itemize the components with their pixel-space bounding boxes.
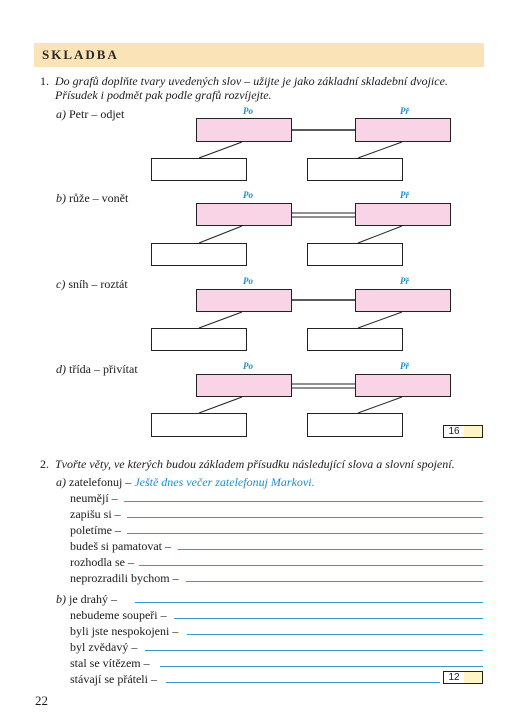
answer-line[interactable] bbox=[166, 682, 440, 683]
answer-line[interactable] bbox=[187, 634, 483, 635]
ex2-score-box bbox=[443, 671, 483, 684]
ex1-item-d bbox=[56, 362, 138, 376]
ex1-score-box bbox=[443, 425, 483, 438]
label-pr: Př bbox=[400, 106, 409, 116]
item-words: zatelefonuj – bbox=[69, 475, 132, 489]
predicate-box[interactable] bbox=[355, 203, 451, 226]
item-words: sníh – roztát bbox=[68, 277, 128, 291]
ex2-a-header bbox=[56, 475, 315, 489]
subject-modifier-box[interactable] bbox=[151, 243, 247, 266]
subject-modifier-box[interactable] bbox=[151, 413, 247, 437]
ex1-item-a bbox=[56, 107, 124, 121]
ex2-instruction: Tvořte věty, ve kterých budou základem přísudku následující slova a slovní spojení. bbox=[55, 457, 455, 471]
predicate-modifier-box[interactable] bbox=[307, 413, 403, 437]
label-pr: Př bbox=[400, 190, 409, 200]
answer-line[interactable] bbox=[174, 618, 483, 619]
ex2-b-item-2: byl zvědavý – bbox=[70, 640, 138, 654]
ex2-a-item-5: neprozradili bychom – bbox=[70, 571, 179, 585]
subject-box[interactable] bbox=[196, 203, 292, 226]
ex2-b-item-0: nebudeme soupeři – bbox=[70, 608, 167, 622]
section-title: SKLADBA bbox=[42, 47, 119, 62]
label-po: Po bbox=[243, 190, 253, 200]
predicate-modifier-box[interactable] bbox=[307, 243, 403, 266]
ex2-a-item-0: neumějí – bbox=[70, 491, 118, 505]
predicate-modifier-box[interactable] bbox=[307, 158, 403, 181]
answer-line[interactable] bbox=[139, 565, 483, 566]
ex1-item-c bbox=[56, 277, 128, 291]
ex1-score: 16 bbox=[444, 426, 465, 437]
subject-box[interactable] bbox=[196, 118, 292, 142]
ex2-score: 12 bbox=[444, 672, 465, 683]
answer-line[interactable] bbox=[186, 581, 483, 582]
label-po: Po bbox=[243, 276, 253, 286]
ex2-a-item-2: poletíme – bbox=[70, 523, 121, 537]
ex1-instruction-line2: Přísudek i podmět pak podle grafů rozvíjejte. bbox=[55, 88, 272, 102]
answer-line[interactable] bbox=[135, 602, 483, 603]
item-letter: a) bbox=[56, 475, 66, 489]
item-words: Petr – odjet bbox=[69, 107, 125, 121]
ex2-score-field[interactable] bbox=[464, 672, 482, 683]
label-po: Po bbox=[243, 106, 253, 116]
label-po: Po bbox=[243, 361, 253, 371]
label-pr: Př bbox=[400, 276, 409, 286]
predicate-box[interactable] bbox=[355, 289, 451, 312]
predicate-modifier-box[interactable] bbox=[307, 328, 403, 351]
example-sentence: Ještě dnes večer zatelefonuj Markovi. bbox=[134, 475, 315, 489]
label-pr: Př bbox=[400, 361, 409, 371]
ex1-score-field[interactable] bbox=[464, 426, 482, 437]
item-letter: b) bbox=[56, 191, 66, 205]
ex2-number: 2. bbox=[40, 457, 49, 471]
item-words: třída – přivítat bbox=[69, 362, 138, 376]
item-words: je drahý – bbox=[69, 592, 117, 606]
item-letter: b) bbox=[56, 592, 66, 606]
ex1-number: 1. bbox=[40, 74, 49, 88]
answer-line[interactable] bbox=[178, 549, 483, 550]
answer-line[interactable] bbox=[124, 501, 483, 502]
ex2-a-item-4: rozhodla se – bbox=[70, 555, 134, 569]
item-letter: d) bbox=[56, 362, 66, 376]
ex1-item-b bbox=[56, 191, 128, 205]
answer-line[interactable] bbox=[160, 666, 483, 667]
subject-modifier-box[interactable] bbox=[151, 328, 247, 351]
item-letter: a) bbox=[56, 107, 66, 121]
predicate-box[interactable] bbox=[355, 118, 451, 142]
ex2-b-item-3: stal se vítězem – bbox=[70, 656, 150, 670]
answer-line[interactable] bbox=[127, 533, 483, 534]
subject-box[interactable] bbox=[196, 289, 292, 312]
subject-box[interactable] bbox=[196, 374, 292, 397]
page-number: 22 bbox=[35, 693, 48, 708]
ex2-a-item-1: zapišu si – bbox=[70, 507, 121, 521]
answer-line[interactable] bbox=[145, 650, 483, 651]
ex2-b-item-1: byli jste nespokojeni – bbox=[70, 624, 179, 638]
ex2-b-header bbox=[56, 592, 117, 606]
ex2-a-item-3: budeš si pamatovat – bbox=[70, 539, 171, 553]
ex1-instruction-line1: Do grafů doplňte tvary uvedených slov – užijte je jako základní skladební dvojice. bbox=[55, 74, 448, 88]
ex2-b-item-4: stávají se přáteli – bbox=[70, 672, 157, 686]
answer-line[interactable] bbox=[127, 517, 483, 518]
predicate-box[interactable] bbox=[355, 374, 451, 397]
subject-modifier-box[interactable] bbox=[151, 158, 247, 181]
item-words: růže – vonět bbox=[69, 191, 129, 205]
item-letter: c) bbox=[56, 277, 66, 291]
